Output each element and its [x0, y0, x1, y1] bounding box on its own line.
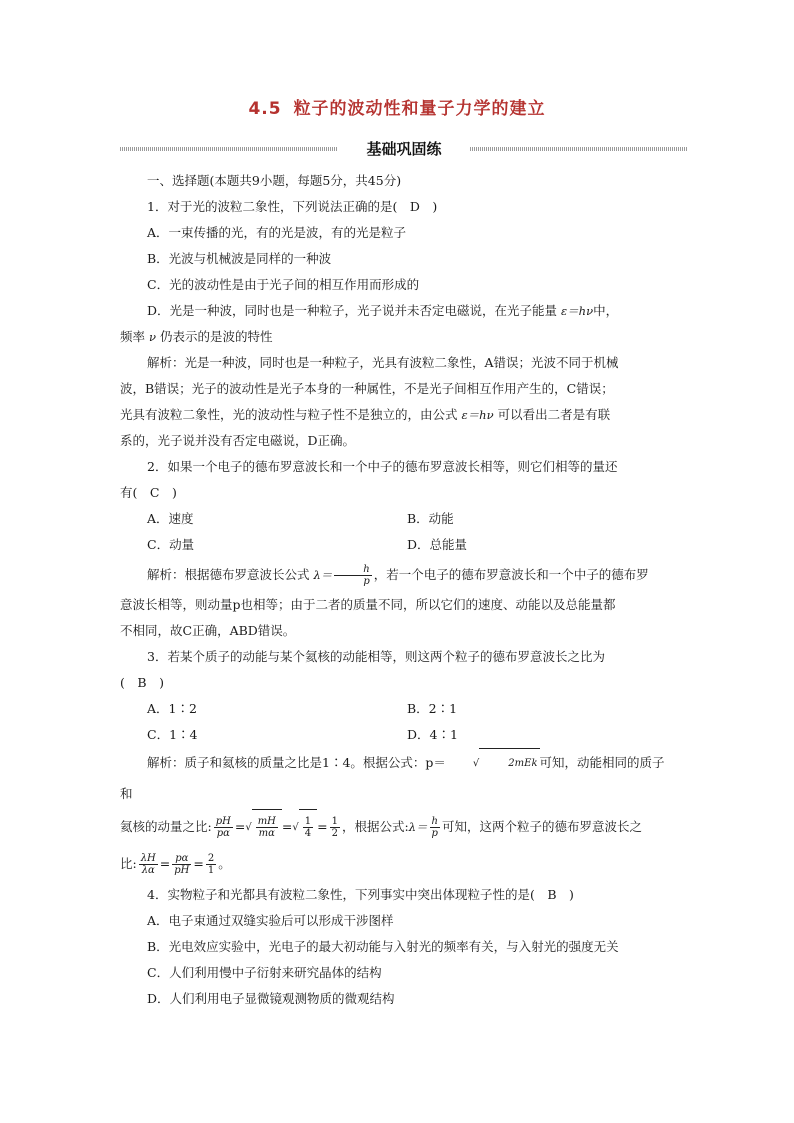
q4-stem: 4．实物粒子和光都具有波粒二象性，下列事实中突出体现粒子性的是( B ) — [147, 887, 574, 902]
q3-sqrt-quarter: √ $\frac{1}{4}$ — [292, 809, 317, 846]
q2-analysis-line1 — [120, 558, 676, 592]
fraction-numerator: h — [431, 816, 438, 827]
fraction-numerator: 1 — [304, 816, 312, 827]
q3-fraction-half — [330, 816, 340, 839]
fraction-denominator: p — [363, 576, 370, 587]
fraction-numerator: λH — [140, 853, 156, 864]
lesson-title — [0, 94, 794, 119]
fraction-denominator: pα — [216, 828, 230, 839]
part-intro: 一、选择题(本题共9小题，每题5分，共45分) — [147, 173, 402, 188]
fraction-numerator: mH — [257, 816, 276, 827]
q2-options-row2 — [120, 532, 676, 558]
q2-analysis-line3: 不相同，故C正确，ABD错误。 — [120, 623, 296, 638]
q2-option-a: A．速度 — [147, 511, 194, 526]
q3-fraction-wavelength — [139, 853, 158, 876]
q2-options-row1 — [120, 506, 676, 532]
q3-fraction-momentum — [214, 816, 233, 839]
q4-option-d: D．人们利用电子显微镜观测物质的微观结构 — [147, 991, 395, 1006]
q1-stem: 1．对于光的波粒二象性，下列说法正确的是( D ) — [147, 199, 438, 214]
q1-analysis-text2: 可以看出二者是有联 — [497, 407, 611, 422]
q2-lambda: λ＝ — [313, 568, 333, 582]
q3-fraction-hp — [430, 816, 440, 839]
q3-stem: 3．若某个质子的动能与某个氦核的动能相等，则这两个粒子的德布罗意波长之比为 — [147, 649, 605, 664]
q3-analysis-text: 解析：质子和氦核的质量之比是1∶4。根据公式：p＝ — [147, 755, 446, 770]
q1-option-d-text: D．光是一种波，同时也是一种粒子，光子说并未否定电磁说，在光子能量 — [147, 303, 558, 318]
fraction-denominator: mα — [258, 828, 275, 839]
q3-option-d: D．4∶1 — [407, 727, 458, 742]
q1-nu-symbol: ν — [149, 330, 156, 344]
q2-analysis-line2: 意波长相等，则动量p也相等；由于二者的质量不同，所以它们的速度、动能以及总能量都 — [120, 597, 616, 612]
q1-option-d-text4: 仍表示的是波的特性 — [159, 329, 273, 344]
q3-analysis-text6: 比: — [120, 856, 137, 871]
fraction-denominator: 4 — [304, 828, 312, 839]
q3-fraction-result — [206, 853, 216, 876]
q2-stem-cont: 有( C ) — [120, 485, 177, 500]
q2-analysis-text: 解析：根据德布罗意波长公式 — [147, 567, 310, 582]
q3-options-row1 — [120, 696, 676, 722]
q3-sqrt-expression: √ 2mEk — [446, 748, 540, 779]
subsection-header — [120, 138, 688, 160]
q4-option-b: B．光电效应实验中，光电子的最大初动能与入射光的频率有关，与入射光的强度无关 — [147, 939, 619, 954]
q3-options-row2 — [120, 722, 676, 748]
q3-analysis-text7: 。 — [218, 856, 231, 871]
q1-option-d — [120, 298, 676, 324]
q3-option-b: B．2∶1 — [407, 701, 458, 716]
q3-analysis-line2: 氦核的动量之比: $\frac{pH}{p\alpha}$ =√ $\frac{mH}{m\alpha}$ =√ $\frac{1}{4}$ = $\frac{1}{2}$ ，根据公式:λ＝ $\frac{h}{p}$ 可知，这两个粒子的德布罗意波长之 — [120, 809, 676, 846]
q2-stem: 2．如果一个电子的德布罗意波长和一个中子的德布罗意波长相等，则它们相等的量还 — [147, 459, 618, 474]
q3-option-a: A．1∶2 — [147, 701, 197, 716]
q3-analysis-text4: ，根据公式: — [342, 819, 409, 834]
fraction-numerator: 2 — [207, 853, 215, 864]
q3-fraction-quarter — [303, 816, 313, 839]
fraction-denominator: λα — [141, 865, 155, 876]
q1-analysis-text: 光具有波粒二象性，光的波动性与粒子性不是独立的，由公式 — [120, 407, 458, 422]
fraction-denominator: p — [431, 828, 438, 839]
fraction-numerator: pH — [215, 816, 231, 827]
q3-fraction-mass — [256, 816, 278, 839]
q2-option-b: B．动能 — [407, 511, 454, 526]
q2-option-d: D．总能量 — [407, 537, 468, 552]
q1-option-d-formula: ε＝hν — [561, 304, 594, 318]
q3-fraction-inverse-momentum — [172, 853, 191, 876]
q1-option-c: C．光的波动性是由于光子间的相互作用而形成的 — [147, 277, 420, 292]
fraction-denominator: 2 — [331, 828, 338, 839]
q1-analysis-line4: 系的，光子说并没有否定电磁说，D正确。 — [120, 433, 356, 448]
q1-option-d-cont — [120, 324, 676, 350]
sqrt-radicand: 2mEk — [479, 748, 539, 779]
fraction-denominator: pH — [174, 865, 190, 876]
q2-formula-fraction — [334, 564, 371, 587]
q1-analysis-line3 — [120, 402, 676, 428]
q2-analysis-text2: ，若一个电子的德布罗意波长和一个中子的德布罗 — [373, 567, 649, 582]
q1-analysis-line1: 解析：光是一种波，同时也是一种粒子，光具有波粒二象性，A错误；光波不同于机械 — [147, 355, 619, 370]
header-rule-right — [470, 147, 688, 151]
q2-option-c: C．动量 — [147, 537, 195, 552]
question-content — [120, 168, 676, 1012]
section-number: 4.5 — [248, 99, 282, 119]
fraction-numerator: h — [334, 564, 371, 576]
q3-analysis-text2: 可知，动能相同的质子和 — [120, 755, 665, 801]
q1-analysis-line2: 波，B错误；光子的波动性是光子本身的一种属性，不是光子间相互作用产生的，C错误； — [120, 381, 614, 396]
q4-option-c: C．人们利用慢中子衍射来研究晶体的结构 — [147, 965, 382, 980]
fraction-numerator: 1 — [331, 816, 338, 827]
section-title: 粒子的波动性和量子力学的建立 — [293, 99, 546, 119]
q1-option-d-text3: 频率 — [120, 329, 146, 344]
q1-option-a: A．一束传播的光，有的光是波，有的光是粒子 — [147, 225, 407, 240]
q3-analysis-line3: 比: $\frac{\lambda H}{\lambda\alpha}$ = $\frac{p\alpha}{pH}$ = $\frac{2}{1}$ 。 — [120, 853, 231, 876]
q3-option-c: C．1∶4 — [147, 727, 198, 742]
q3-sqrt-mass-ratio: √ $\frac{mH}{m\alpha}$ — [245, 809, 282, 846]
q1-option-d-text2: 中， — [593, 303, 619, 318]
q1-analysis-formula: ε＝hν — [461, 408, 494, 422]
fraction-numerator: pα — [172, 853, 191, 865]
q3-analysis-text5: 可知，这两个粒子的德布罗意波长之 — [441, 819, 642, 834]
q3-lambda: λ＝ — [408, 820, 428, 834]
q3-stem-cont: ( B ) — [120, 675, 164, 690]
q3-analysis-line1 — [120, 748, 676, 809]
subsection-title: 基础巩固练 — [366, 140, 442, 158]
q3-analysis-text3: 氦核的动量之比: — [120, 819, 212, 834]
q1-option-b: B．光波与机械波是同样的一种波 — [147, 251, 332, 266]
fraction-denominator: 1 — [207, 865, 215, 876]
q4-option-a: A．电子束通过双缝实验后可以形成干涉图样 — [147, 913, 394, 928]
